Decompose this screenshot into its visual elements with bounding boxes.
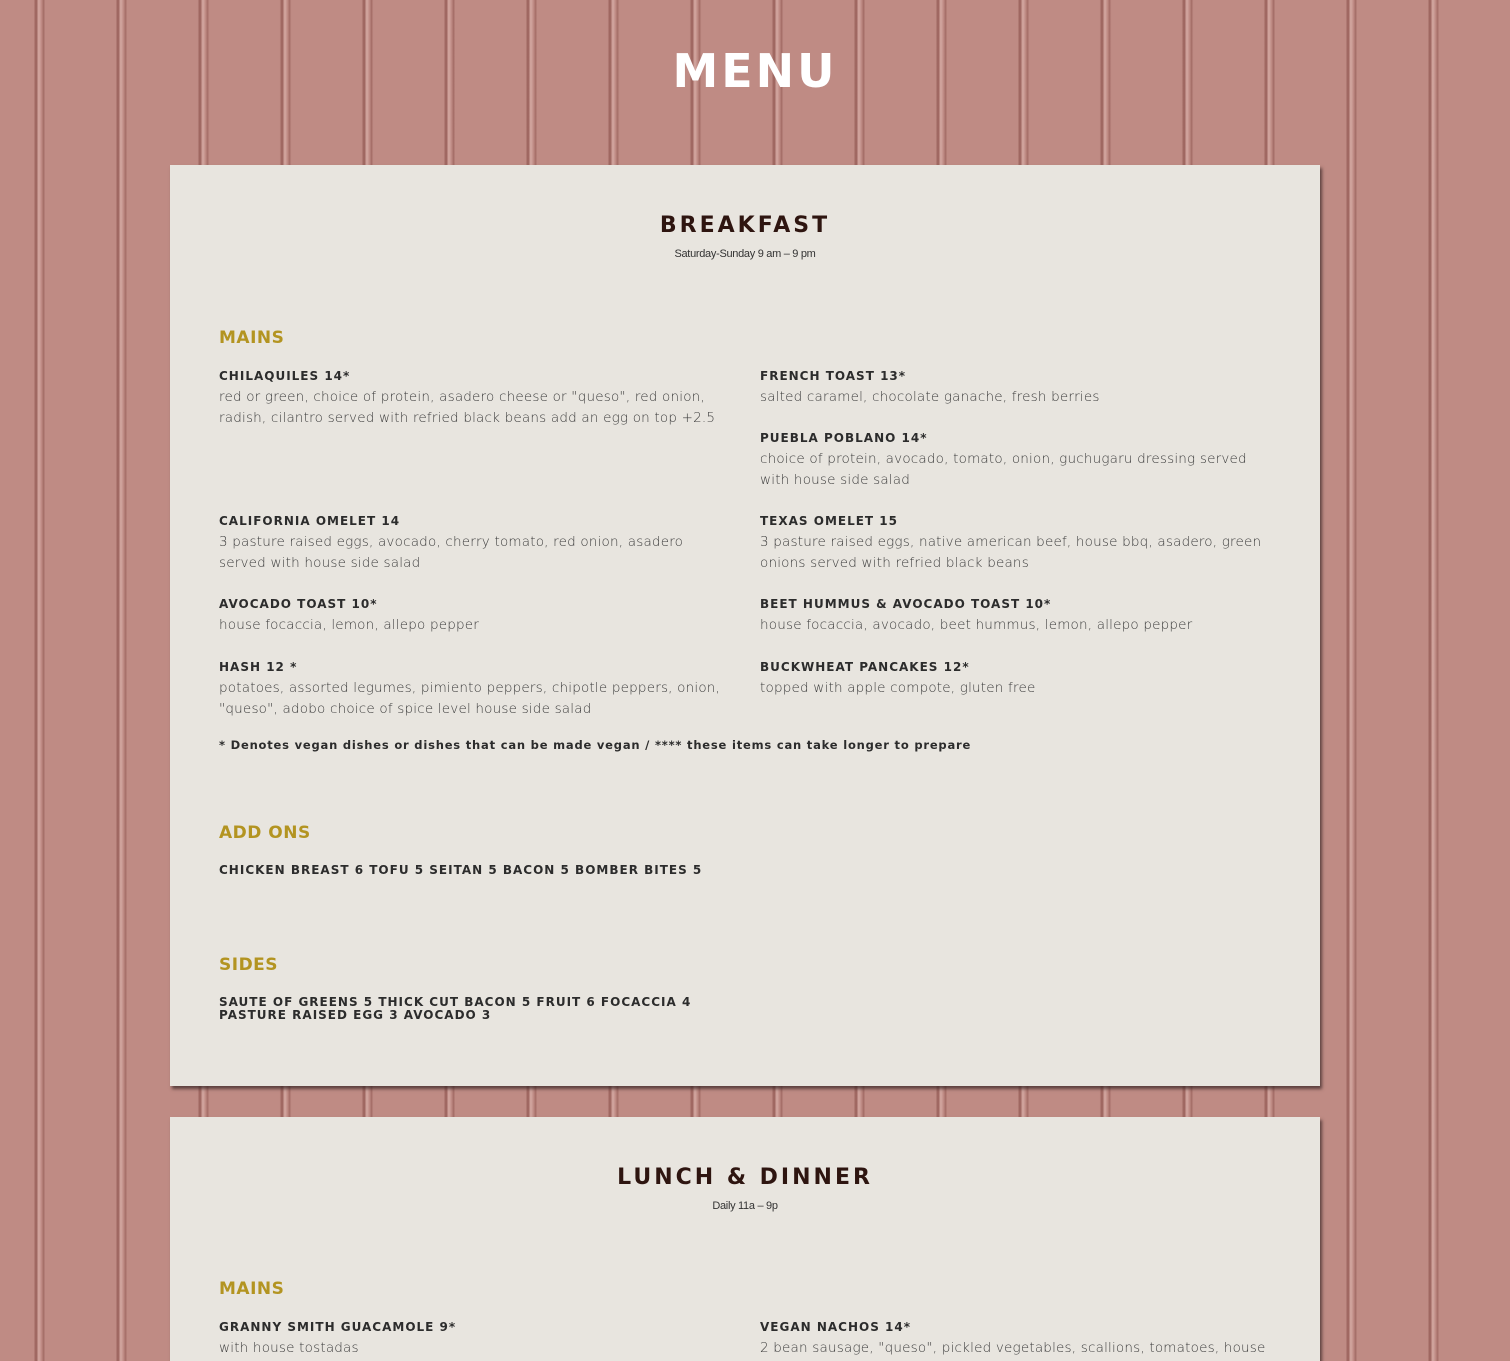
item-description: with house tostadas <box>219 1340 359 1356</box>
item-description: potatoes, assorted legumes, pimiento peppers, chipotle peppers, onion, "queso", adobo choice of spice level house side salad <box>219 680 721 717</box>
item-name: TEXAS OMELET 15 <box>760 514 898 528</box>
lunch-hours: Daily 11a – 9p <box>712 1200 778 1212</box>
menu-item <box>760 429 1275 491</box>
lunch-title: LUNCH & DINNER <box>617 1165 873 1190</box>
vegan-note: * Denotes vegan dishes or dishes that can be made vegan / **** these items can take longer to prepare <box>219 738 972 752</box>
item-description: 2 bean sausage, "queso", pickled vegetables, scallions, tomatoes, house <box>760 1340 1266 1356</box>
menu-item <box>760 658 1275 699</box>
item-name: AVOCADO TOAST 10* <box>219 597 378 611</box>
item-name: CALIFORNIA OMELET 14 <box>219 514 401 528</box>
lunch-mains-title: MAINS <box>219 1279 285 1299</box>
menu-item <box>219 595 734 636</box>
item-name: BEET HUMMUS & AVOCADO TOAST 10* <box>760 597 1052 611</box>
item-name: BUCKWHEAT PANCAKES 12* <box>760 660 970 674</box>
menu-item <box>219 367 734 429</box>
menu-item <box>760 367 1275 408</box>
sides-title: SIDES <box>219 955 279 975</box>
menu-item <box>219 658 734 720</box>
menu-item <box>760 512 1275 574</box>
menu-item <box>219 512 734 574</box>
menu-item <box>760 595 1275 636</box>
item-name: GRANNY SMITH GUACAMOLE 9* <box>219 1320 457 1334</box>
item-description: 3 pasture raised eggs, avocado, cherry tomato, red onion, asadero served with house side salad <box>219 534 684 571</box>
item-description: 3 pasture raised eggs, native american beef, house bbq, asadero, green onions served with refried black beans <box>760 534 1262 571</box>
breakfast-mains-title: MAINS <box>219 328 285 348</box>
item-name: PUEBLA POBLANO 14* <box>760 431 928 445</box>
breakfast-title: BREAKFAST <box>659 213 831 238</box>
item-description: choice of protein, avocado, tomato, onion, guchugaru dressing served with house side salad <box>760 451 1247 488</box>
item-description: salted caramel, chocolate ganache, fresh berries <box>760 389 1100 405</box>
item-description: topped with apple compote, gluten free <box>760 680 1036 696</box>
item-name: CHILAQUILES 14* <box>219 369 351 383</box>
lunch-menu-card <box>170 1117 1320 1361</box>
item-name: VEGAN NACHOS 14* <box>760 1320 912 1334</box>
addons-list: CHICKEN BREAST 6 TOFU 5 SEITAN 5 BACON 5 BOMBER BITES 5 <box>219 863 703 877</box>
breakfast-menu-card <box>170 165 1320 1086</box>
item-description: house focaccia, lemon, allepo pepper <box>219 617 480 633</box>
page-title: MENU <box>672 44 838 98</box>
sides-list: SAUTE OF GREENS 5 THICK CUT BACON 5 FRUIT 6 FOCACCIA 4 PASTURE RAISED EGG 3 AVOCADO 3 <box>219 995 692 1022</box>
item-name: FRENCH TOAST 13* <box>760 369 907 383</box>
item-description: red or green, choice of protein, asadero cheese or "queso", red onion, radish, cilantro served with refried black beans add an egg on top +2.5 <box>219 389 716 426</box>
addons-title: ADD ONS <box>219 823 311 843</box>
menu-item <box>219 1318 734 1359</box>
breakfast-hours: Saturday-Sunday 9 am – 9 pm <box>674 248 816 260</box>
menu-item <box>760 1318 1275 1359</box>
item-description: house focaccia, avocado, beet hummus, lemon, allepo pepper <box>760 617 1193 633</box>
item-name: HASH 12 * <box>219 660 298 674</box>
